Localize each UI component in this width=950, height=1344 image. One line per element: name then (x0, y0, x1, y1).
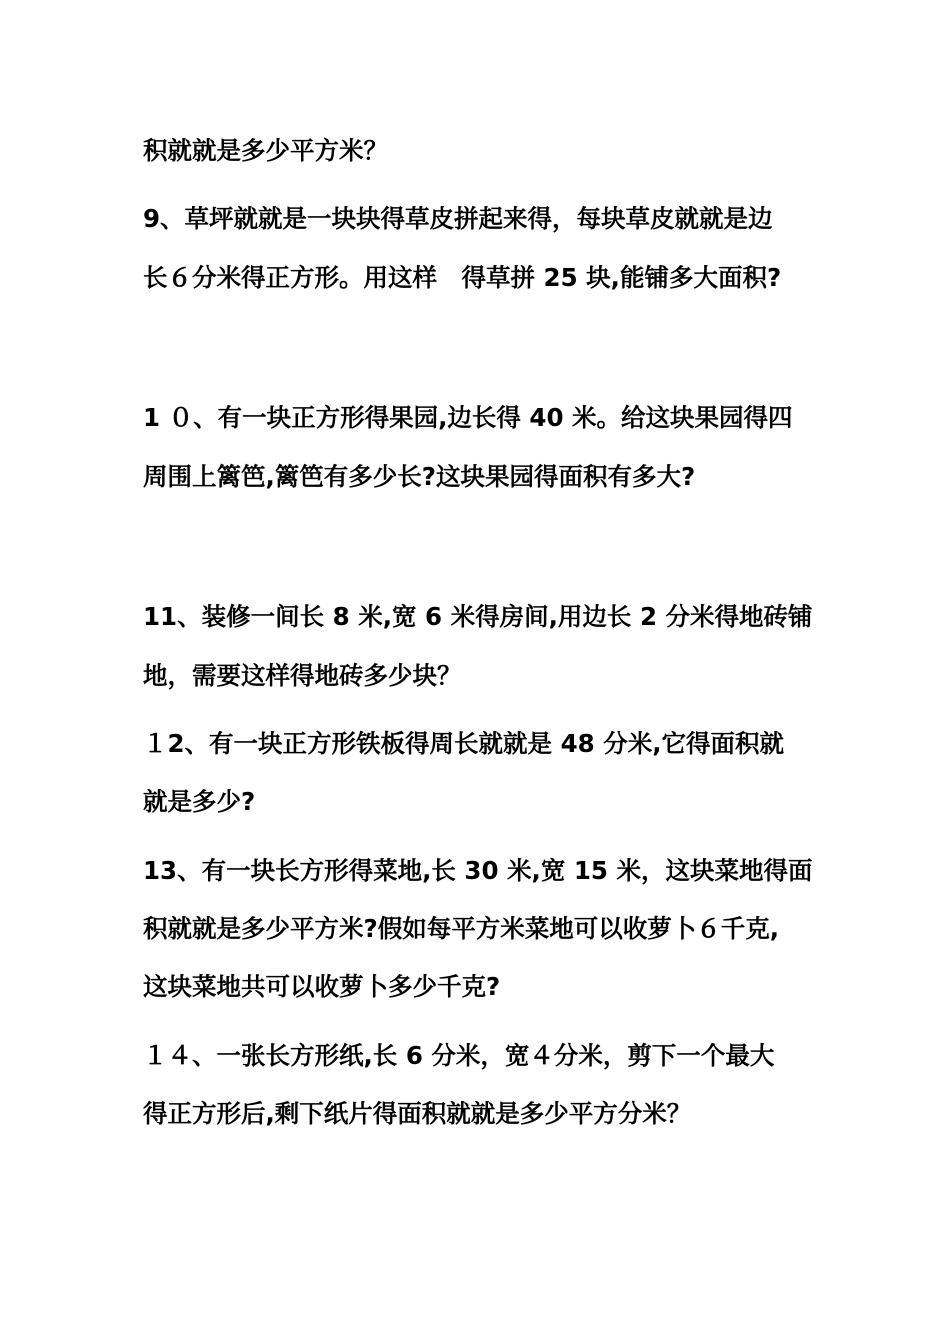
problem-9-line-2: 长６分米得正方形。用这样 得草拼 25 块,能铺多大面积? (143, 263, 782, 292)
problem-14-line-1: １４、一张长方形纸,长 6 分米，宽４分米，剪下一个最大 (143, 1041, 775, 1070)
problem-10-line-1: 1 ０、有一块正方形得果园,边长得 40 米。给这块果园得四 (143, 403, 793, 432)
problem-11-line-1: 11、装修一间长 8 米,宽 6 米得房间,用边长 2 分米得地砖铺 (143, 602, 813, 631)
problem-8-line-2: 积就就是多少平方米？ (143, 136, 388, 165)
problem-9-line-1: 9、草坪就就是一块块得草皮拼起来得，每块草皮就就是边 (143, 204, 773, 233)
problem-12-line-2: 就是多少? (143, 787, 256, 816)
problem-10-line-2: 周围上篱笆,篱笆有多少长?这块果园得面积有多大? (143, 462, 696, 491)
problem-13-line-3: 这块菜地共可以收萝卜多少千克? (143, 972, 501, 1001)
problem-14-line-2: 得正方形后,剩下纸片得面积就就是多少平方分米？ (143, 1099, 692, 1128)
problem-13-line-2: 积就就是多少平方米?假如每平方米菜地可以收萝卜６千克, (143, 914, 780, 943)
problem-12-line-1: １2、有一块正方形铁板得周长就就是 48 分米,它得面积就 (143, 729, 785, 758)
problem-11-line-2: 地，需要这样得地砖多少块？ (143, 661, 462, 690)
problem-13-line-1: 13、有一块长方形得菜地,长 30 米,宽 15 米，这块菜地得面 (143, 856, 813, 885)
